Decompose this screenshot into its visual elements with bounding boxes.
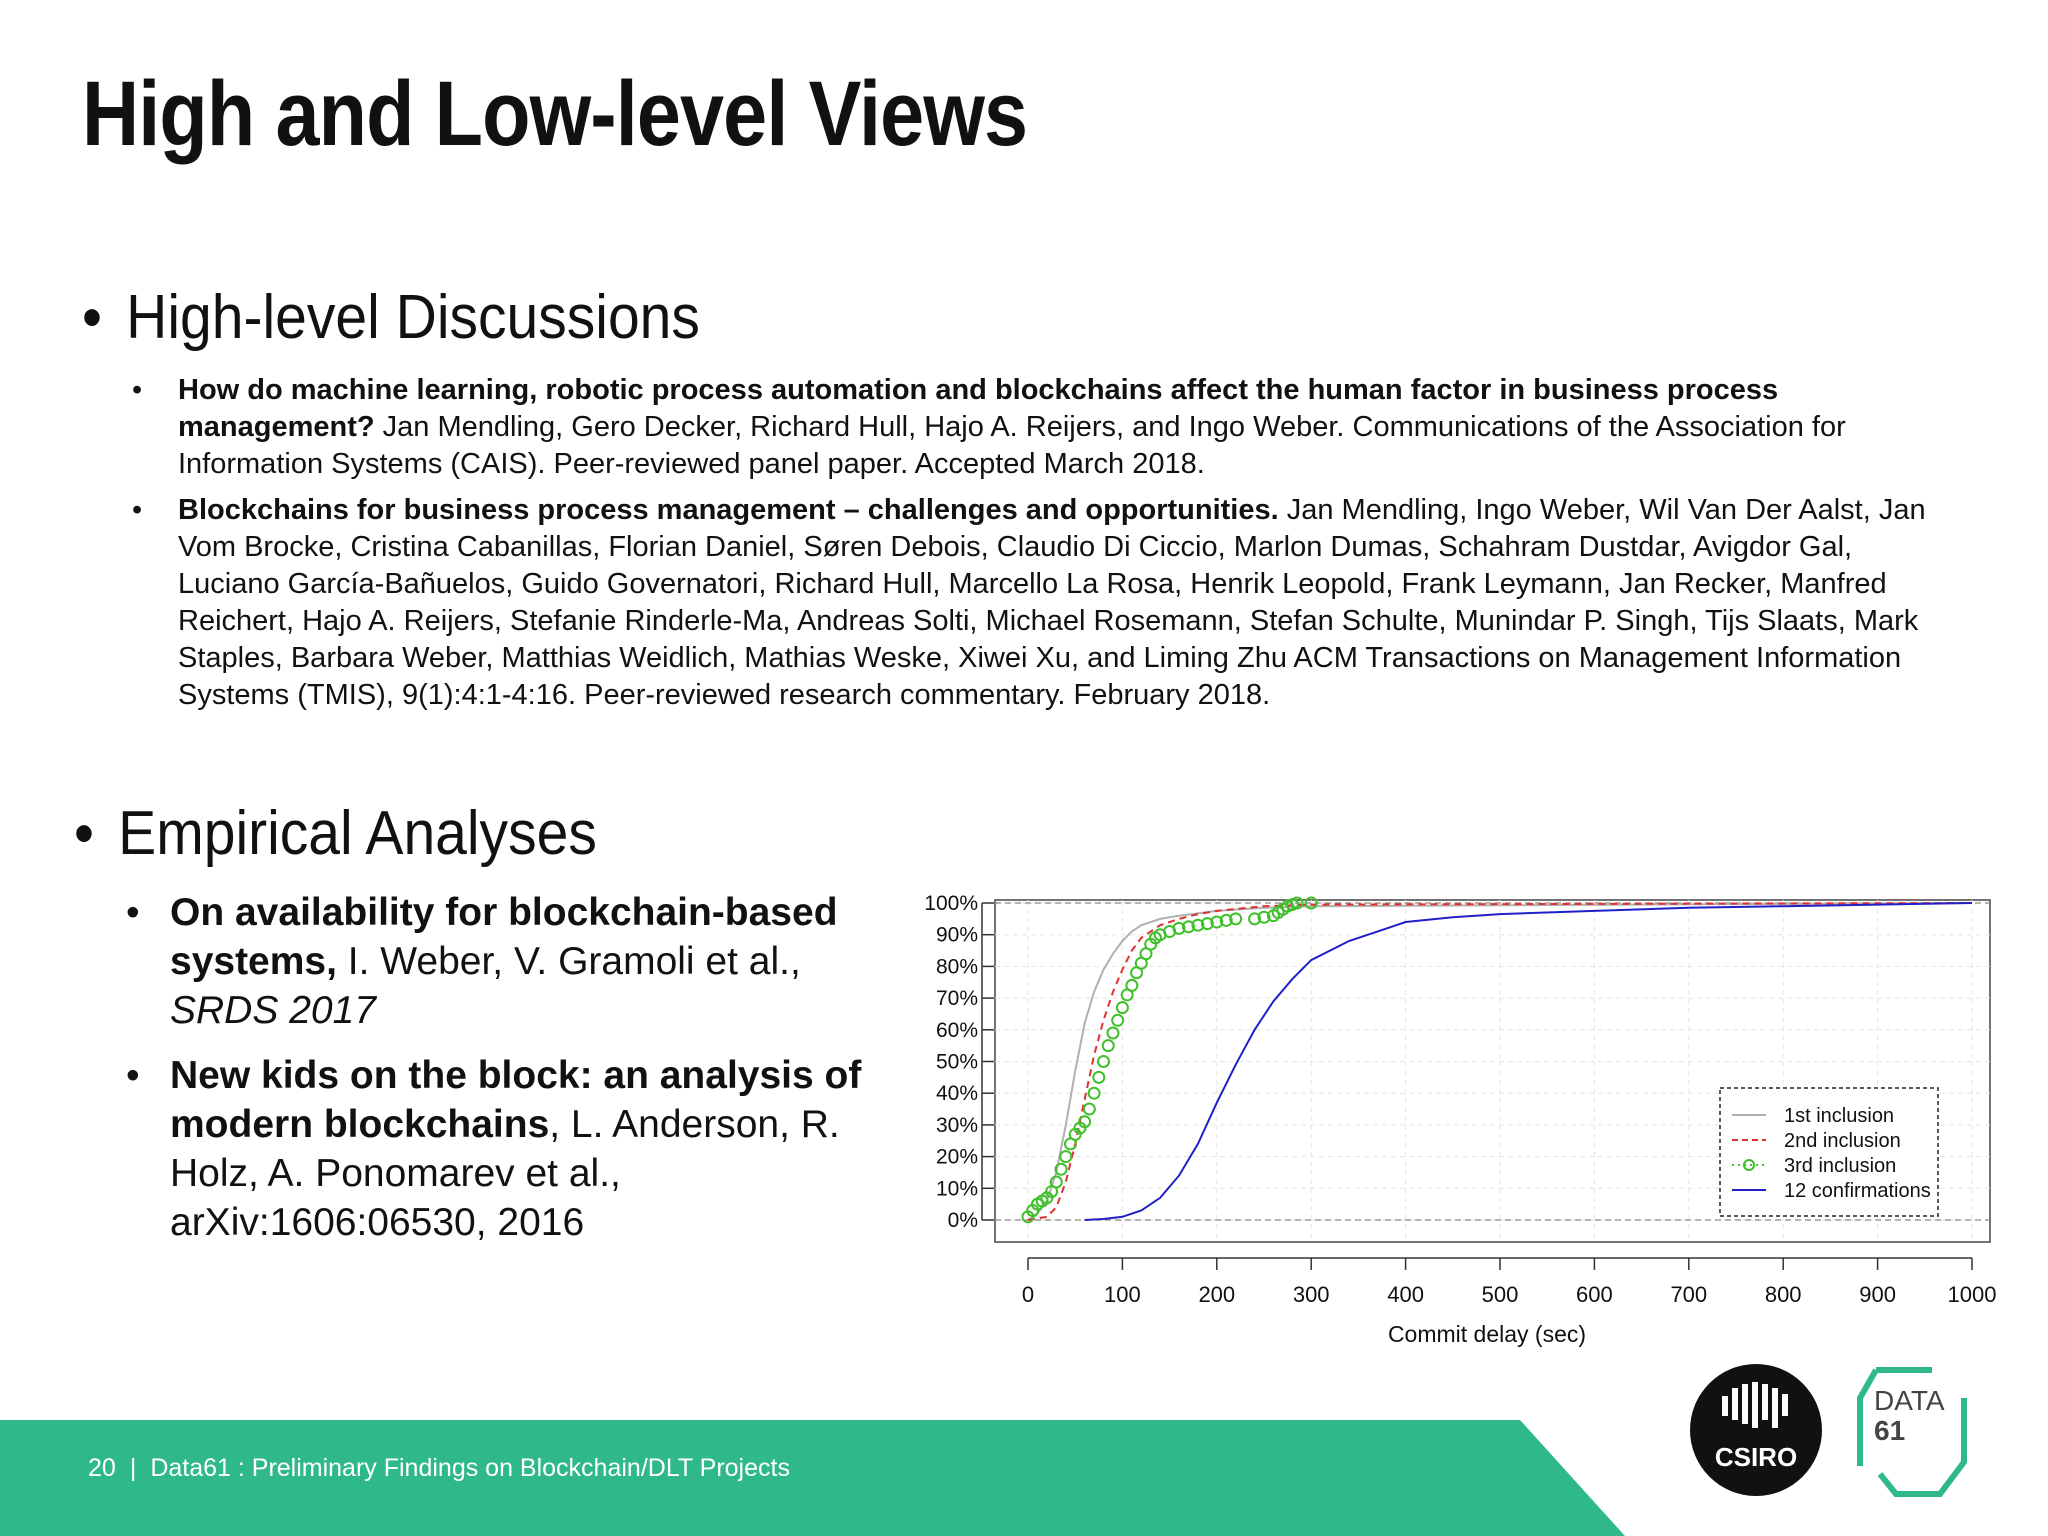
x-tick-label: 700	[1670, 1282, 1708, 1307]
x-tick-label: 500	[1481, 1282, 1519, 1307]
reference-details: , L. Anderson, R. Holz, A. Ponomarev et al., arXiv:1606:06530, 2016	[170, 1103, 840, 1244]
legend-label: 2nd inclusion	[1784, 1130, 1901, 1152]
reference-details: Jan Mendling, Ingo Weber, Wil Van Der Aalst, Jan Vom Brocke, Cristina Cabanillas, Florian Daniel, Søren Debois, Claudio Di Ciccio, Marlon Dumas, Schahram Dustdar, Avigdor Gal, Luciano García-Bañuelos, Guido Governatori, Richard Hull, Marcello La Rosa, Henrik Leopold, Frank Leymann, Jan Recker, Manfred Reichert, Hajo A. Reijers, Stefanie Rinderle-Ma, Andreas Solti, Michael Rosemann, Stefan Schulte, Munindar P. Singh, Tijs Slaats, Mark Staples, Barbara Weber, Matthias Weidlich, Mathias Weske, Xiwei Xu, and Liming Zhu ACM Transactions on Management Information Systems (TMIS), 9(1):4:1-4:16. Peer-reviewed research commentary. February 2018.	[178, 494, 1926, 711]
section-heading-high-level	[82, 282, 700, 353]
reference-item	[178, 492, 1938, 714]
data61-logo-line2: 61	[1874, 1415, 1906, 1446]
high-level-reference-list	[178, 372, 1938, 723]
section-heading-text: Empirical Analyses	[118, 799, 597, 868]
x-tick-label: 200	[1198, 1282, 1236, 1307]
x-tick-label: 100	[1104, 1282, 1141, 1307]
y-tick-label: 80%	[935, 955, 978, 979]
footer-title: Data61 : Preliminary Findings on Blockchain/DLT Projects	[150, 1454, 790, 1482]
bullet-dot: •	[74, 799, 94, 868]
page-number: 20	[88, 1454, 116, 1482]
x-tick-label: 800	[1764, 1282, 1802, 1307]
bullet-dot: •	[82, 283, 102, 352]
empirical-reference-list	[170, 888, 880, 1263]
y-tick-label: 0%	[947, 1209, 978, 1232]
commit-delay-chart-svg	[890, 880, 2000, 1375]
reference-details: Jan Mendling, Gero Decker, Richard Hull, Hajo A. Reijers, and Ingo Weber. Communications of the Association for Information Systems (CAIS). Peer-reviewed panel paper. Accepted March 2018.	[178, 411, 1846, 480]
legend-label: 12 confirmations	[1784, 1180, 1931, 1202]
legend-label: 1st inclusion	[1784, 1105, 1895, 1127]
reference-item	[170, 1051, 880, 1247]
section-heading-text: High-level Discussions	[126, 283, 700, 352]
y-tick-label: 20%	[935, 1145, 978, 1169]
y-tick-label: 100%	[924, 892, 978, 915]
reference-title: New kids on the block: an analysis of modern blockchains	[170, 1054, 862, 1146]
commit-delay-chart	[890, 880, 2000, 1375]
y-tick-label: 60%	[935, 1018, 978, 1042]
reference-item	[170, 888, 880, 1035]
footer-text	[88, 1454, 790, 1483]
y-tick-label: 40%	[935, 1082, 978, 1106]
reference-venue: SRDS 2017	[170, 989, 376, 1032]
y-tick-label: 90%	[935, 923, 978, 947]
section-heading-empirical	[74, 798, 597, 869]
reference-details: I. Weber, V. Gramoli et al.,	[336, 940, 801, 983]
footer-separator: |	[129, 1454, 137, 1482]
y-tick-label: 50%	[935, 1050, 978, 1074]
slide-title: High and Low-level Views	[82, 63, 1028, 165]
x-axis-label: Commit delay (sec)	[1387, 1321, 1587, 1347]
x-tick-label: 900	[1859, 1282, 1896, 1307]
chart-legend	[1720, 1088, 1938, 1216]
x-tick-label: 400	[1387, 1282, 1424, 1307]
reference-title: Blockchains for business process management – challenges and opportunities.	[178, 494, 1279, 526]
data61-logo	[1846, 1362, 1980, 1502]
reference-title: How do machine learning, robotic process automation and blockchains affect the human factor in business process management?	[178, 374, 1779, 443]
reference-title: On availability for blockchain-based systems,	[170, 891, 838, 983]
csiro-logo	[1688, 1362, 1824, 1498]
csiro-logo-text: CSIRO	[1714, 1442, 1798, 1472]
data61-logo-line1: DATA	[1874, 1385, 1945, 1416]
x-tick-label: 600	[1576, 1282, 1613, 1307]
reference-item	[178, 372, 1938, 483]
x-tick-label: 1000	[1947, 1282, 1997, 1307]
x-tick-label: 300	[1292, 1282, 1330, 1307]
y-tick-label: 10%	[935, 1177, 978, 1201]
x-tick-label: 0	[1021, 1282, 1035, 1307]
legend-label: 3rd inclusion	[1784, 1155, 1897, 1177]
y-tick-label: 70%	[935, 987, 978, 1011]
y-tick-label: 30%	[935, 1113, 978, 1137]
